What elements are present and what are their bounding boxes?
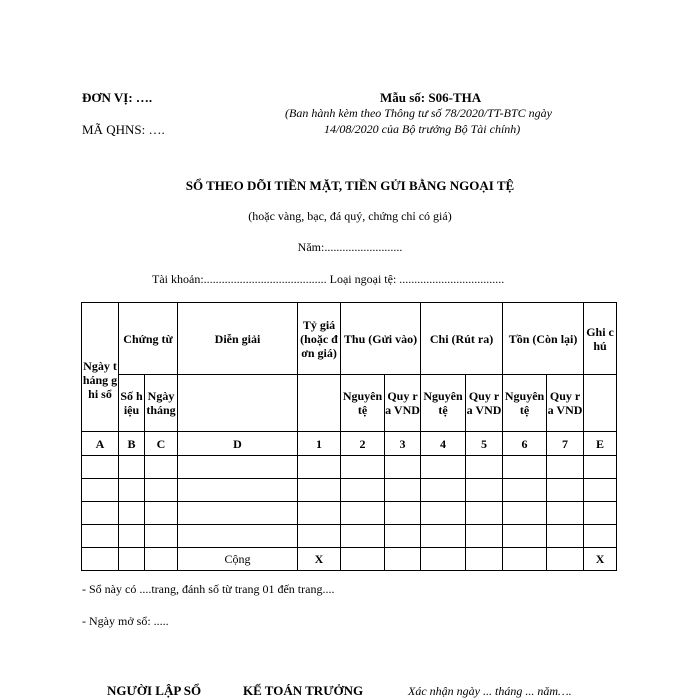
header-voucher-date: Ngày tháng bbox=[145, 375, 178, 432]
header-balance-original: Nguyên tệ bbox=[503, 375, 547, 432]
code-cell: 1 bbox=[298, 432, 341, 456]
code-cell: B bbox=[119, 432, 145, 456]
code-cell: 3 bbox=[385, 432, 421, 456]
qhns-label: MÃ QHNS: …. bbox=[82, 122, 165, 137]
total-mark-rate: X bbox=[298, 548, 341, 571]
header-in-original: Nguyên tệ bbox=[341, 375, 385, 432]
table-row bbox=[82, 456, 617, 479]
total-row bbox=[82, 548, 617, 571]
header-out: Chi (Rút ra) bbox=[421, 303, 503, 375]
code-cell: 4 bbox=[421, 432, 466, 456]
code-cell: 2 bbox=[341, 432, 385, 456]
document-subtitle: (hoặc vàng, bạc, đá quý, chứng chỉ có giá) bbox=[248, 209, 452, 223]
confirmation-date: Xác nhận ngày ... tháng ... năm…. bbox=[408, 684, 572, 698]
total-mark-note: X bbox=[584, 548, 617, 571]
header-out-original: Nguyên tệ bbox=[421, 375, 466, 432]
code-cell: A bbox=[82, 432, 119, 456]
header-description: Diễn giải bbox=[178, 303, 298, 375]
header-in-vnd: Quy ra VND bbox=[385, 375, 421, 432]
open-date: - Ngày mở sổ: ..... bbox=[82, 614, 169, 628]
code-cell: C bbox=[145, 432, 178, 456]
form-note-line1: (Ban hành kèm theo Thông tư số 78/2020/TT-BTC ngày bbox=[285, 106, 552, 120]
header-rate: Tỷ giá (hoặc đơn giá) bbox=[298, 303, 341, 375]
header-voucher: Chứng từ bbox=[119, 303, 178, 375]
signer-preparer: NGƯỜI LẬP SỔ bbox=[107, 683, 202, 698]
code-cell: D bbox=[178, 432, 298, 456]
table-row bbox=[82, 502, 617, 525]
header-in: Thu (Gửi vào) bbox=[341, 303, 421, 375]
document-title: SỔ THEO DÕI TIỀN MẶT, TIỀN GỬI BẰNG NGOẠI TỆ bbox=[185, 178, 515, 193]
signer-chief-accountant: KẾ TOÁN TRƯỞNG bbox=[243, 683, 364, 698]
header-date: Ngày tháng ghi sổ bbox=[82, 303, 119, 432]
code-cell: E bbox=[584, 432, 617, 456]
header-out-vnd: Quy ra VND bbox=[466, 375, 503, 432]
total-label: Cộng bbox=[178, 548, 298, 571]
pages-note: - Sổ này có ....trang, đánh số từ trang 01 đến trang.... bbox=[82, 582, 335, 596]
code-cell: 6 bbox=[503, 432, 547, 456]
table-row bbox=[82, 479, 617, 502]
header-voucher-no: Số hiệu bbox=[119, 375, 145, 432]
code-cell: 5 bbox=[466, 432, 503, 456]
form-note-line2: 14/08/2020 của Bộ trưởng Bộ Tài chính) bbox=[324, 122, 521, 136]
unit-label: ĐƠN VỊ: …. bbox=[82, 90, 153, 105]
header-note: Ghi chú bbox=[584, 303, 617, 375]
table-row bbox=[82, 525, 617, 548]
account-line: Tài khoản:......................................... Loại ngoại tệ: ................................... bbox=[152, 272, 505, 286]
code-cell: 7 bbox=[547, 432, 584, 456]
header-balance-vnd: Quy ra VND bbox=[547, 375, 584, 432]
year-line: Năm:.......................... bbox=[297, 240, 403, 254]
header-balance: Tồn (Còn lại) bbox=[503, 303, 584, 375]
form-code: Mẫu số: S06-THA bbox=[380, 90, 482, 105]
ledger-table bbox=[81, 302, 617, 571]
